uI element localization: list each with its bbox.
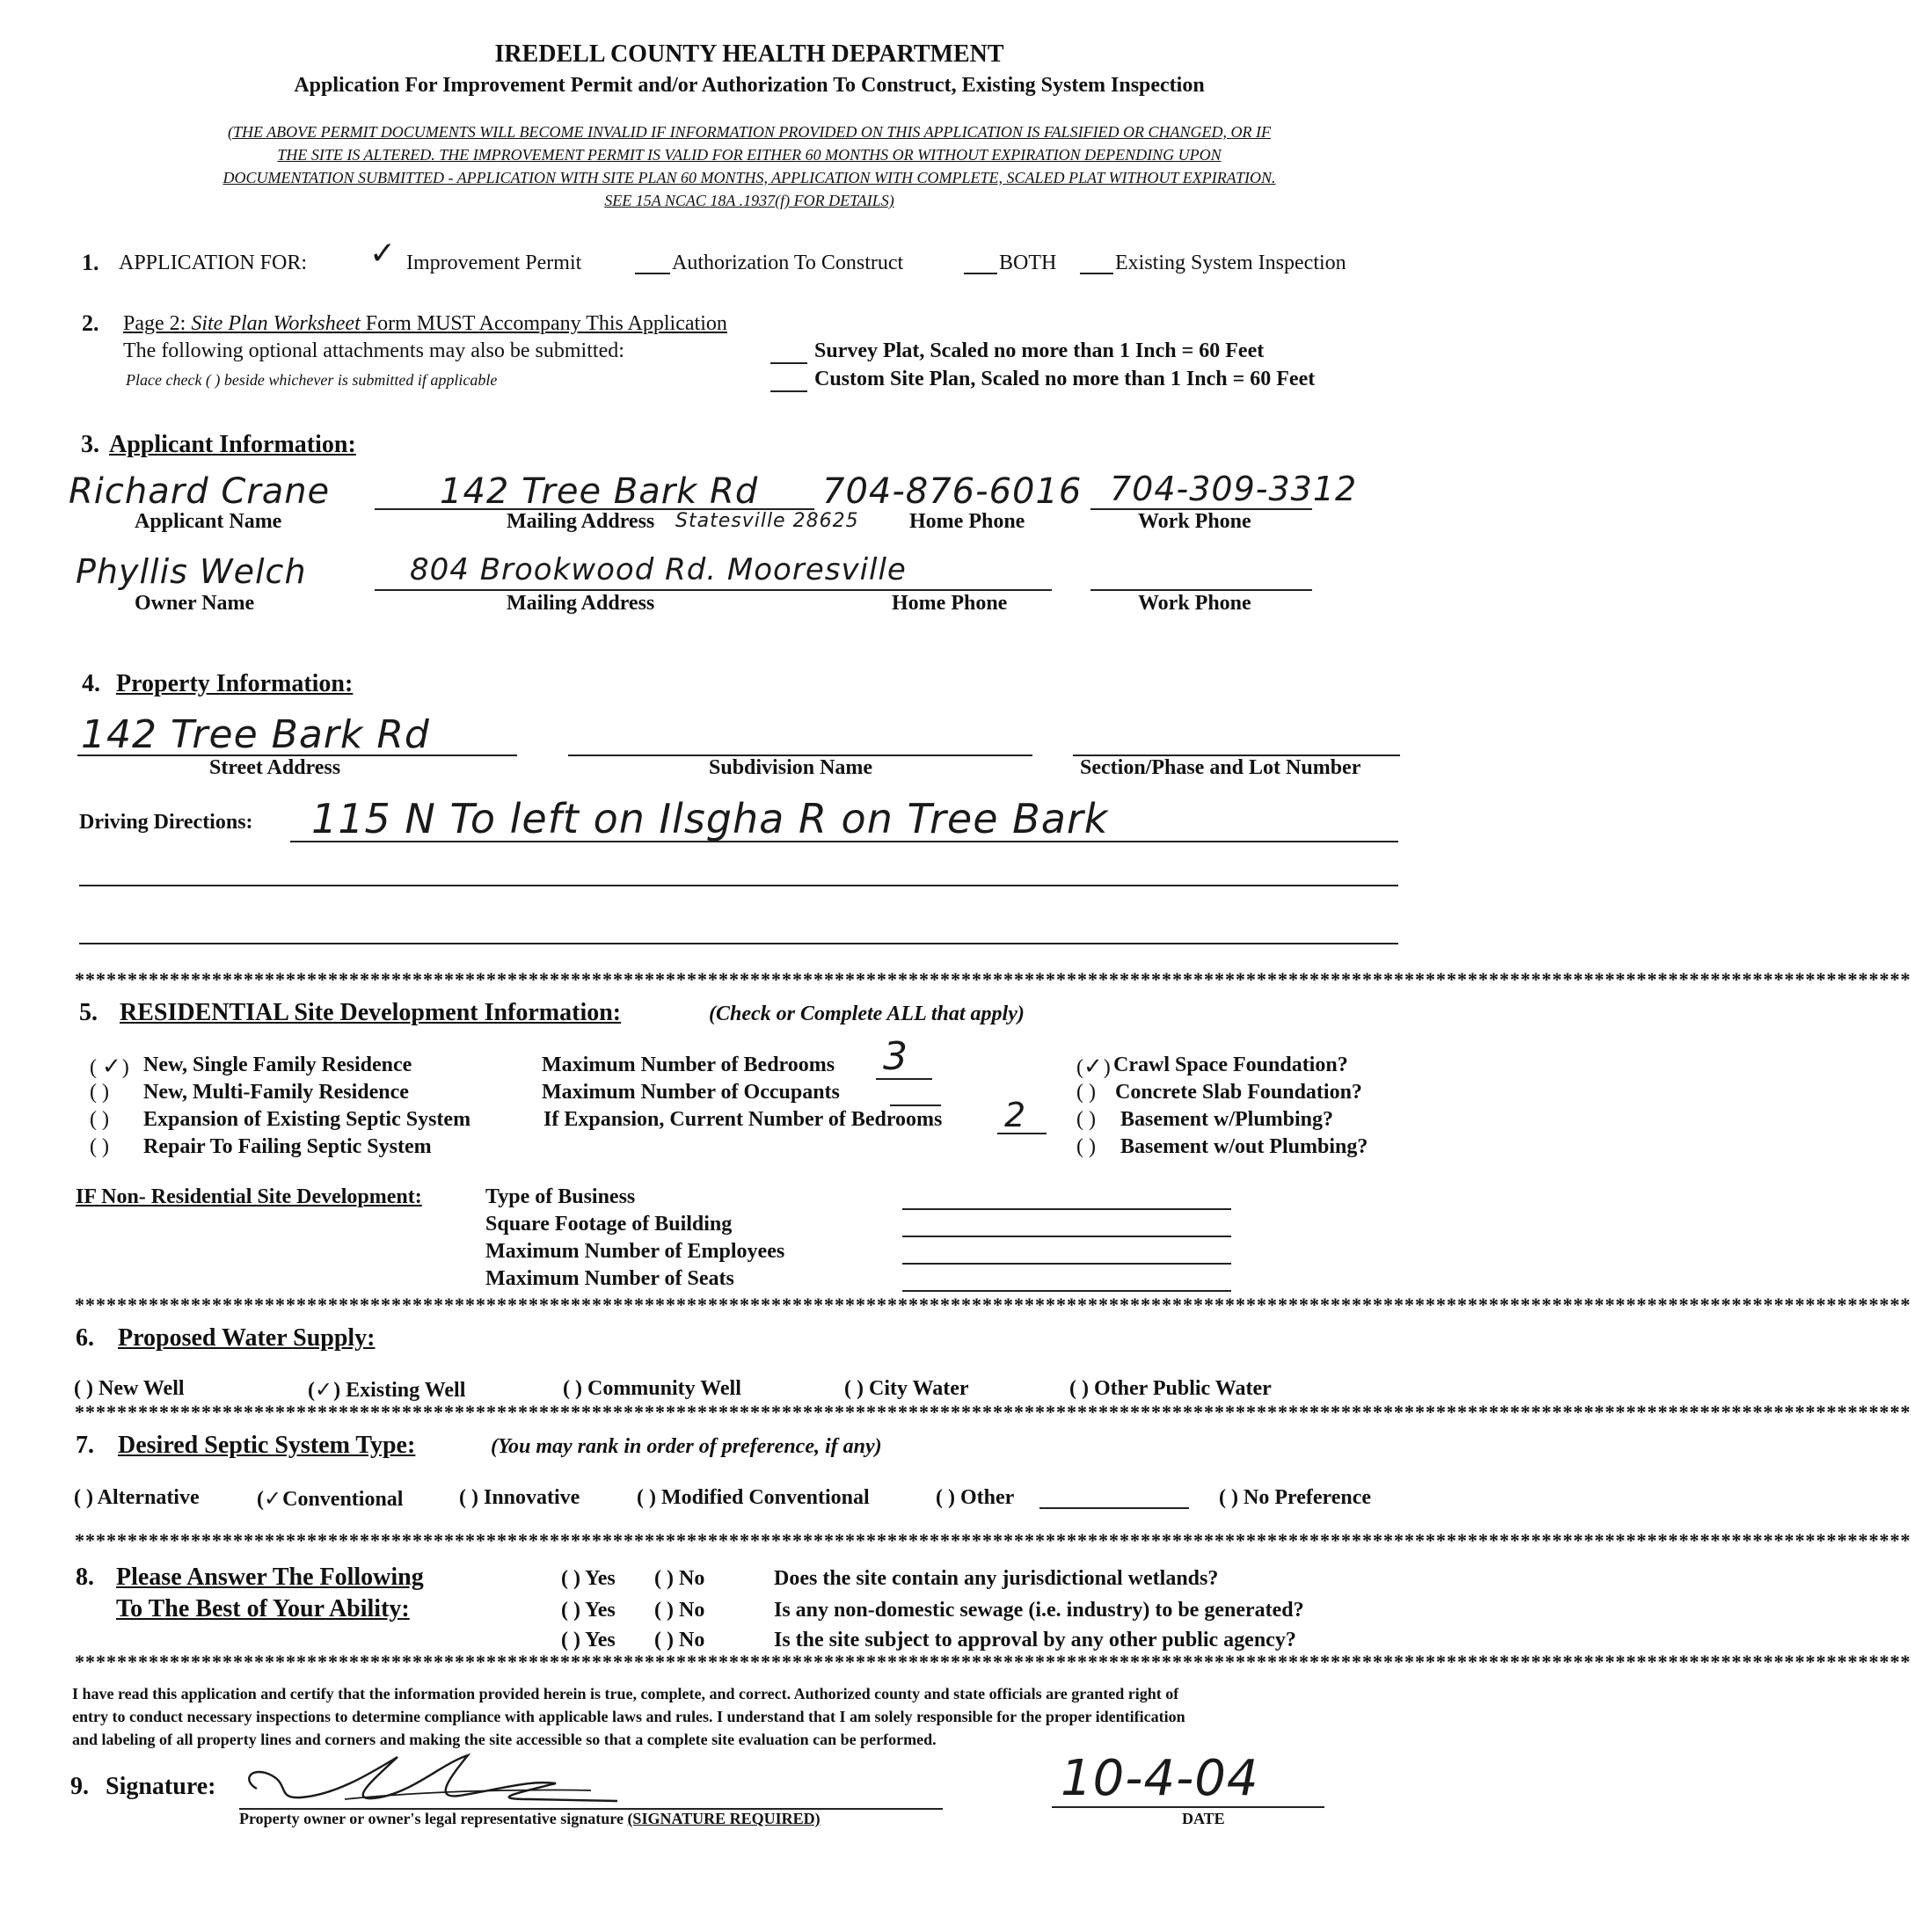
basement-plumbing-label: Basement w/Plumbing?	[1120, 1108, 1334, 1131]
sewage-yes[interactable]: ( ) Yes	[561, 1599, 616, 1622]
existing-inspection-option[interactable]: Existing System Inspection	[1115, 252, 1346, 274]
certification-line: I have read this application and certify that the information provided herein is true, complete, and correct. Authorized county and state officials are granted right of	[72, 1685, 1179, 1702]
new-well-option[interactable]: ( ) New Well	[74, 1377, 185, 1400]
section-number: 9.	[70, 1773, 89, 1800]
directions-line-3[interactable]	[79, 943, 1398, 944]
modified-conventional-label: Modified Conventional	[660, 1486, 870, 1509]
place-check-note: Place check ( ) beside whichever is submitted if applicable	[126, 371, 498, 389]
multi-family-label: New, Multi-Family Residence	[143, 1081, 409, 1104]
basement-no-plumbing-label: Basement w/out Plumbing?	[1120, 1135, 1368, 1158]
disclaimer-line: DOCUMENTATION SUBMITTED - APPLICATION WITH SITE PLAN 60 MONTHS, APPLICATION WITH COMPLETE, SCALED PLAT WITHOUT EXPIRATION.	[222, 169, 1276, 186]
checkbox-repair[interactable]: ( )	[90, 1135, 109, 1158]
signature-scribble[interactable]	[239, 1746, 644, 1817]
separator-stars: ******************************************************************************************************************************************************************************	[75, 1294, 1911, 1316]
improvement-permit-checkmark: ✓	[369, 236, 398, 272]
work-phone-label: Work Phone	[1138, 510, 1251, 533]
checkbox-multi-family[interactable]: ( )	[90, 1081, 109, 1104]
applicant-name-label: Applicant Name	[135, 510, 282, 533]
date-line	[1052, 1806, 1324, 1808]
max-occupants-line[interactable]	[890, 1105, 941, 1106]
max-employees-line[interactable]	[902, 1263, 1231, 1265]
max-seats-line[interactable]	[902, 1290, 1231, 1292]
square-footage-label: Square Footage of Building	[485, 1213, 733, 1236]
owner-work-phone-label: Work Phone	[1138, 592, 1251, 615]
applicant-info-heading: Applicant Information:	[109, 431, 356, 458]
applicant-name-value[interactable]: Richard Crane	[69, 471, 331, 512]
street-address-value[interactable]: 142 Tree Bark Rd	[81, 712, 430, 757]
owner-mailing-address-label: Mailing Address	[507, 592, 655, 615]
directions-line-2[interactable]	[79, 885, 1398, 886]
custom-site-plan-blank[interactable]	[770, 390, 807, 392]
section-number: 1.	[82, 250, 99, 275]
section-number: 3.	[81, 431, 99, 458]
disclaimer-line: SEE 15A NCAC 18A .1937(f) FOR DETAILS)	[604, 192, 894, 209]
type-of-business-label: Type of Business	[485, 1185, 636, 1208]
no-label: No	[678, 1567, 705, 1590]
applicant-work-phone-value[interactable]: 704-309-3312	[1110, 470, 1358, 508]
no-label: No	[678, 1599, 705, 1622]
wetlands-no[interactable]: ( ) No	[654, 1567, 705, 1590]
owner-address-value[interactable]: 804 Brookwood Rd. Mooresville	[410, 552, 907, 587]
disclaimer-line: THE SITE IS ALTERED. THE IMPROVEMENT PERMIT IS VALID FOR EITHER 60 MONTHS OR WITHOUT EXPIRATION DEPENDING UPON	[277, 146, 1222, 164]
site-plan-heading-b: Site Plan Worksheet	[191, 312, 361, 335]
owner-address-line	[375, 589, 1052, 591]
concrete-slab-label: Concrete Slab Foundation?	[1115, 1081, 1362, 1104]
signature-required: (SIGNATURE REQUIRED)	[627, 1810, 821, 1827]
driving-directions-label: Driving Directions:	[79, 811, 253, 834]
optional-attachments-text: The following optional attachments may also be submitted:	[123, 339, 624, 362]
disclaimer-line: (THE ABOVE PERMIT DOCUMENTS WILL BECOME INVALID IF INFORMATION PROVIDED ON THIS APPLICATION IS FALSIFIED OR CHANGED, OR IF	[227, 123, 1272, 141]
applicant-address-value[interactable]: 142 Tree Bark Rd	[440, 471, 759, 512]
no-preference-option[interactable]: ( ) No Preference	[1219, 1486, 1372, 1509]
modified-conventional-option[interactable]: ( ) Modified Conventional	[637, 1486, 870, 1509]
section-number: 5.	[79, 999, 98, 1026]
both-option[interactable]: BOTH	[999, 252, 1057, 274]
checkbox-basement-plumbing[interactable]: ( )	[1076, 1108, 1096, 1131]
improvement-permit-option[interactable]: Improvement Permit	[406, 252, 582, 274]
questions-heading-line1: Please Answer The Following	[116, 1564, 424, 1591]
other-line[interactable]	[1039, 1507, 1189, 1509]
section-number: 4.	[82, 670, 100, 697]
current-bedrooms-label: If Expansion, Current Number of Bedrooms	[543, 1108, 943, 1131]
separator-stars: ******************************************************************************************************************************************************************************	[75, 1401, 1911, 1423]
owner-work-line	[1090, 589, 1312, 591]
custom-site-plan-option: Custom Site Plan, Scaled no more than 1 Inch = 60 Feet	[814, 368, 1316, 390]
max-employees-label: Maximum Number of Employees	[485, 1240, 785, 1263]
agency-yes[interactable]: ( ) Yes	[561, 1629, 616, 1651]
city-water-label: City Water	[868, 1377, 969, 1400]
property-info-heading: Property Information:	[116, 670, 354, 697]
type-of-business-line[interactable]	[902, 1208, 1231, 1210]
section-number: 7.	[76, 1432, 94, 1459]
crawl-space-label: Crawl Space Foundation?	[1113, 1053, 1348, 1076]
other-public-water-option[interactable]: ( ) Other Public Water	[1069, 1377, 1272, 1400]
driving-directions-value[interactable]: 115 N To left on Ilsgha R on Tree Bark	[311, 795, 1109, 842]
sewage-no[interactable]: ( ) No	[654, 1599, 705, 1622]
section-lot-label: Section/Phase and Lot Number	[1080, 756, 1361, 779]
current-bedrooms-value[interactable]: 2	[1004, 1096, 1027, 1134]
single-family-label: New, Single Family Residence	[143, 1053, 412, 1076]
max-seats-label: Maximum Number of Seats	[485, 1267, 734, 1290]
signature-caption-text: Property owner or owner's legal representative signature	[239, 1810, 624, 1827]
site-plan-heading	[123, 312, 727, 336]
checkbox-expansion[interactable]: ( )	[90, 1108, 109, 1131]
owner-home-phone-label: Home Phone	[892, 592, 1008, 615]
wetlands-yes[interactable]: ( ) Yes	[561, 1567, 616, 1590]
no-preference-label: No Preference	[1243, 1486, 1372, 1509]
conventional-option[interactable]: (✓Conventional	[257, 1486, 404, 1511]
mailing-address-label: Mailing Address	[507, 510, 655, 533]
sewage-question: Is any non-domestic sewage (i.e. industry) to be generated?	[774, 1599, 1304, 1622]
checkbox-concrete-slab[interactable]: ( )	[1076, 1081, 1096, 1104]
wetlands-question: Does the site contain any jurisdictional wetlands?	[774, 1567, 1219, 1590]
square-footage-line[interactable]	[902, 1236, 1231, 1237]
existing-inspection-blank[interactable]	[1080, 273, 1113, 274]
max-occupants-label: Maximum Number of Occupants	[542, 1081, 840, 1104]
expansion-label: Expansion of Existing Septic System	[143, 1108, 471, 1131]
separator-stars: ******************************************************************************************************************************************************************************	[75, 1529, 1911, 1551]
date-value[interactable]: 10-4-04	[1061, 1750, 1259, 1807]
residential-heading-note: (Check or Complete ALL that apply)	[709, 1002, 1025, 1025]
other-option[interactable]: ( ) Other	[936, 1486, 1015, 1509]
certification-line: entry to conduct necessary inspections to determine compliance with applicable laws and rules. I understand that I am solely responsible for the proper identification	[72, 1708, 1185, 1725]
new-well-label: New Well	[98, 1377, 185, 1400]
directions-line-1	[290, 841, 1398, 842]
agency-no[interactable]: ( ) No	[654, 1629, 705, 1651]
existing-well-label: Existing Well	[346, 1379, 466, 1402]
applicant-city-value[interactable]: Statesville 28625	[675, 510, 859, 532]
max-bedrooms-value[interactable]: 3	[883, 1034, 908, 1079]
repair-label: Repair To Failing Septic System	[143, 1135, 432, 1158]
home-phone-label: Home Phone	[909, 510, 1025, 533]
owner-name-value[interactable]: Phyllis Welch	[76, 552, 307, 591]
street-address-label: Street Address	[209, 756, 341, 779]
conventional-label: Conventional	[282, 1488, 404, 1511]
separator-stars: ******************************************************************************************************************************************************************************	[75, 968, 1911, 990]
septic-type-note: (You may rank in order of preference, if any)	[491, 1435, 882, 1458]
other-label: Other	[959, 1486, 1015, 1509]
date-label: DATE	[1182, 1810, 1225, 1827]
no-label: No	[678, 1629, 705, 1651]
existing-well-option[interactable]: (✓) Existing Well	[308, 1377, 466, 1402]
both-blank[interactable]	[964, 273, 997, 274]
section-number: 6.	[76, 1324, 94, 1352]
auth-construct-option[interactable]: Authorization To Construct	[672, 252, 904, 274]
site-plan-heading-a: Page 2:	[123, 312, 192, 335]
auth-construct-blank[interactable]	[635, 273, 670, 274]
alternative-option[interactable]: ( ) Alternative	[74, 1486, 200, 1509]
max-bedrooms-label: Maximum Number of Bedrooms	[542, 1053, 835, 1076]
yes-label: Yes	[585, 1629, 616, 1651]
form-title: IREDELL COUNTY HEALTH DEPARTMENT	[494, 40, 1004, 68]
other-public-water-label: Other Public Water	[1093, 1377, 1272, 1400]
application-for-label: APPLICATION FOR:	[119, 252, 308, 274]
current-bedrooms-line	[997, 1133, 1047, 1134]
innovative-option[interactable]: ( ) Innovative	[459, 1486, 580, 1509]
applicant-home-phone-value[interactable]: 704-876-6016	[822, 471, 1083, 512]
checkbox-crawl-space[interactable]: (✓)	[1076, 1053, 1111, 1080]
survey-plat-option: Survey Plat, Scaled no more than 1 Inch = 60 Feet	[814, 339, 1265, 362]
innovative-label: Innovative	[483, 1486, 580, 1509]
subdivision-label: Subdivision Name	[709, 756, 873, 779]
alternative-label: Alternative	[97, 1486, 200, 1509]
yes-label: Yes	[585, 1567, 616, 1590]
signature-label: Signature:	[106, 1773, 216, 1800]
city-water-option[interactable]: ( ) City Water	[844, 1377, 969, 1400]
separator-stars: ******************************************************************************************************************************************************************************	[75, 1651, 1911, 1673]
water-supply-heading: Proposed Water Supply:	[118, 1324, 376, 1352]
site-plan-heading-c: Form MUST Accompany This Application	[360, 312, 727, 335]
section-number: 2.	[82, 310, 99, 336]
residential-heading: RESIDENTIAL Site Development Information:	[120, 999, 622, 1026]
questions-heading-line2: To The Best of Your Ability:	[116, 1595, 410, 1622]
form-subtitle: Application For Improvement Permit and/or Authorization To Construct, Existing System Inspection	[294, 74, 1205, 97]
yes-label: Yes	[585, 1599, 616, 1622]
signature-caption	[239, 1810, 821, 1828]
owner-name-label: Owner Name	[135, 592, 255, 615]
certification-line: and labeling of all property lines and corners and making the site accessible so that a complete site evaluation can be performed.	[72, 1731, 937, 1748]
survey-plat-blank[interactable]	[770, 362, 807, 364]
section-number: 8.	[76, 1564, 94, 1591]
septic-type-heading: Desired Septic System Type:	[118, 1432, 416, 1459]
checkbox-basement-no-plumbing[interactable]: ( )	[1076, 1135, 1096, 1158]
community-well-label: Community Well	[587, 1377, 741, 1400]
max-bedrooms-line	[876, 1078, 932, 1080]
checkbox-single-family[interactable]: ( ✓)	[90, 1053, 129, 1080]
non-residential-label: IF Non- Residential Site Development:	[76, 1185, 422, 1208]
agency-question: Is the site subject to approval by any other public agency?	[774, 1629, 1296, 1651]
community-well-option[interactable]: ( ) Community Well	[563, 1377, 741, 1400]
